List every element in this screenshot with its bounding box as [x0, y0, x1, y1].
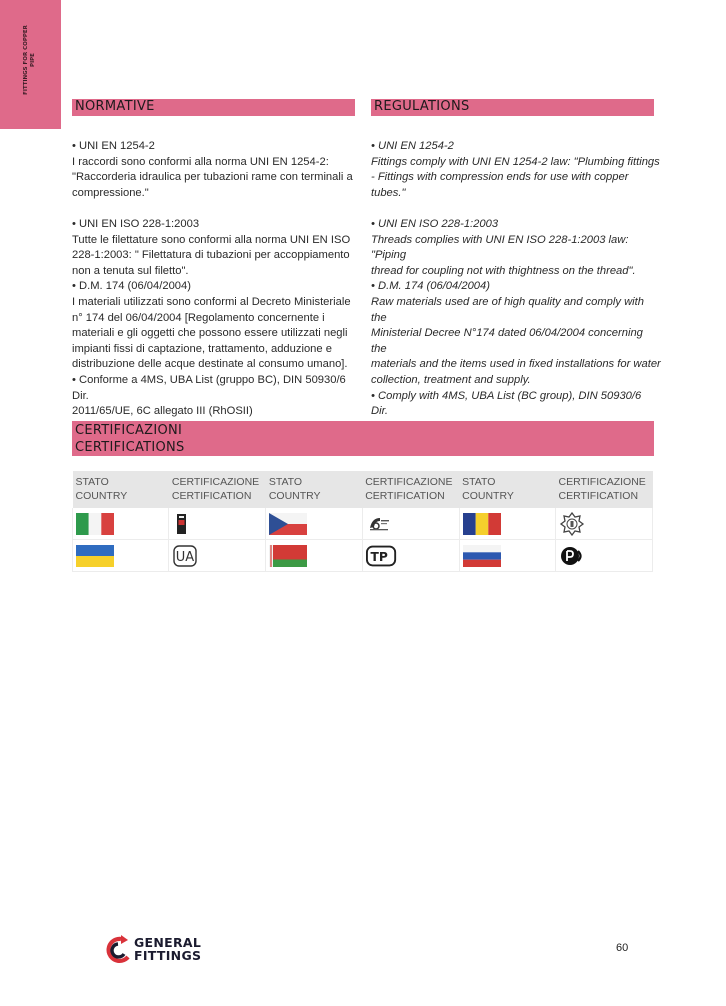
romania-flag: [463, 513, 501, 535]
czech-cert-mark: [366, 512, 392, 536]
czech-flag: [269, 513, 307, 535]
text-line: • Conforme a 4MS, UBA List (gruppo BC), DIN 50930/6 Dir.: [72, 373, 346, 402]
country-cell: [266, 508, 362, 540]
text-line: 2011/65/UE, 6C allegato III (RhOSII): [72, 405, 253, 418]
text-line: I materiali utilizzati sono conformi al Decreto Ministeriale: [72, 295, 351, 308]
romania-cert-mark: [559, 512, 585, 536]
column-header: STATO COUNTRY: [73, 471, 169, 508]
regulations-heading: REGULATIONS: [371, 99, 654, 116]
column-header: CERTIFICAZIONE CERTIFICATION: [169, 471, 266, 508]
certification-cell: [556, 508, 653, 540]
tr-cert-mark: [366, 544, 398, 568]
text-line: Raw materials used are of high quality and comply with the: [371, 295, 644, 324]
text-line: Ministerial Decree N°174 dated 06/04/2004 concerning the: [371, 327, 643, 355]
table-header-row: [73, 471, 653, 508]
text-line: Tutte le filettature sono conformi alla norma UNI EN ISO: [72, 233, 351, 246]
certification-cell: [169, 540, 266, 572]
belarus-flag: [269, 545, 307, 567]
svg-text:TP: TP: [370, 549, 388, 564]
normative-text: [72, 139, 362, 420]
text-line: materiali e gli oggetti che possono essere utilizzati negli: [72, 327, 348, 340]
italy-cert-mark: [172, 512, 198, 536]
column-header: CERTIFICAZIONE CERTIFICATION: [362, 471, 459, 508]
certifications-heading: CERTIFICAZIONI CERTIFICATIONS: [72, 421, 654, 456]
russia-cert-mark: [559, 544, 585, 568]
text-line: • UNI EN ISO 228-1:2003: [72, 217, 200, 230]
text-line: tubes.": [371, 186, 406, 199]
side-tab: [0, 0, 61, 129]
text-line: • UNI EN 1254-2: [371, 140, 454, 152]
paragraph-gap: [72, 201, 362, 217]
text-line: - Fittings with compression ends for use with copper: [371, 171, 629, 184]
text-line: impianti fissi di captazione, trattamento, adduzione e: [72, 342, 332, 355]
ukraine-flag: [76, 545, 114, 567]
column-header: STATO COUNTRY: [459, 471, 555, 508]
brand-logo: [106, 934, 216, 966]
brand-name: GENERAL FITTINGS: [134, 935, 202, 963]
text-line: Threads complies with UNI EN ISO 228-1:2003 law: "Piping: [371, 233, 629, 262]
text-line: • UNI EN ISO 228-1:2003: [371, 217, 499, 230]
text-line: • Comply with 4MS, UBA List (BC group), DIN 50930/6 Dir.: [371, 389, 642, 418]
country-cell: [459, 508, 555, 540]
regulations-text: [371, 139, 661, 435]
text-line: • D.M. 174 (06/04/2004): [72, 280, 191, 293]
certification-cell: [556, 540, 653, 572]
country-cell: [459, 540, 555, 572]
text-line: n° 174 del 06/04/2004 [Regolamento concernente i: [72, 311, 325, 324]
side-tab-label: FITTINGS FOR COPPER PIPE: [23, 25, 36, 95]
russia-flag: [463, 545, 501, 567]
text-line: thread for coupling not with thightness on the thread".: [371, 264, 636, 277]
text-line: "Raccorderia idraulica per tubazioni rame con terminali a: [72, 171, 353, 184]
text-line: • D.M. 174 (06/04/2004): [371, 280, 490, 293]
text-line: distribuzione delle acque destinate al consumo umano].: [72, 358, 348, 371]
text-line: 228-1:2003: " Filettatura di tubazioni per accoppiamento: [72, 249, 350, 262]
text-line: materials and the items used in fixed installations for water: [371, 358, 661, 371]
certification-cell: [362, 508, 459, 540]
column-header: CERTIFICAZIONE CERTIFICATION: [556, 471, 653, 508]
page-number: 60: [616, 942, 629, 954]
normative-heading: NORMATIVE: [72, 99, 355, 116]
text-line: collection, treatment and supply.: [371, 373, 531, 386]
italy-flag: [76, 513, 114, 535]
text-line: • UNI EN 1254-2: [72, 140, 155, 152]
table-row: [73, 540, 653, 572]
certification-cell: [362, 540, 459, 572]
brand-logo-icon: [106, 935, 132, 965]
text-line: I raccordi sono conformi alla norma UNI EN 1254-2:: [72, 155, 329, 168]
country-cell: [73, 508, 169, 540]
certification-cell: [169, 508, 266, 540]
country-cell: [266, 540, 362, 572]
certifications-table: [72, 471, 653, 572]
column-header: STATO COUNTRY: [266, 471, 362, 508]
text-line: non a tenuta sul filetto".: [72, 264, 189, 277]
svg-text:UA: UA: [176, 549, 195, 565]
paragraph-gap: [371, 201, 661, 217]
ukraine-cert-mark: [172, 544, 198, 568]
table-row: [73, 508, 653, 540]
text-line: compressione.": [72, 186, 149, 199]
text-line: Fittings comply with UNI EN 1254-2 law: "Plumbing fittings: [371, 155, 660, 168]
country-cell: [73, 540, 169, 572]
